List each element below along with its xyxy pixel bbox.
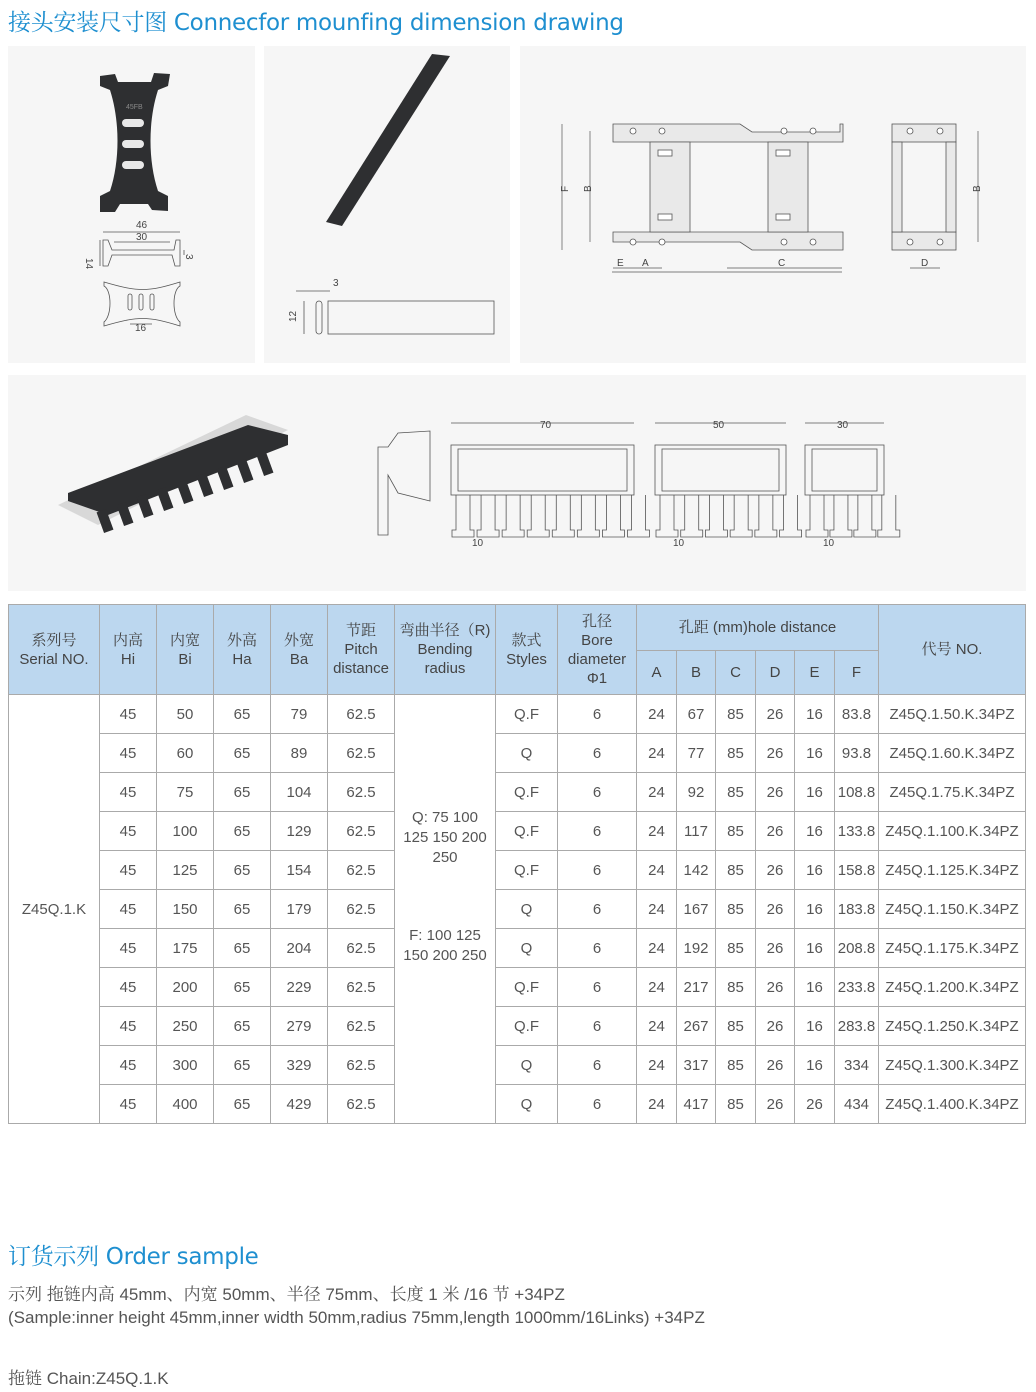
comb-tooth [780, 495, 802, 537]
table-row [9, 1046, 1026, 1085]
comb-tooth [730, 495, 752, 537]
label-F: F [560, 185, 571, 192]
order-line-cn: 示列 拖链内高 45mm、内宽 50mm、半径 75mm、长度 1 米 /16 节 +34PZ [8, 1285, 565, 1304]
drawing-panel-strain-relief [8, 375, 1026, 591]
cell-b: 317 [677, 1046, 716, 1085]
cell-ha: 65 [214, 812, 271, 851]
header-hole-f: F [835, 651, 879, 695]
spec-table [8, 604, 1026, 1124]
header-ba: 外宽 Ba [271, 605, 328, 695]
svg-text:45FB: 45FB [126, 104, 143, 111]
cell-bore: 6 [558, 1007, 637, 1046]
cell-ba: 179 [271, 890, 328, 929]
cell-e: 16 [795, 1007, 835, 1046]
cell-bi: 50 [157, 695, 214, 734]
cell-ba: 229 [271, 968, 328, 1007]
table-row [9, 695, 1026, 734]
cell-f: 158.8 [835, 851, 879, 890]
table-row [9, 890, 1026, 929]
header-bi: 内宽 Bi [157, 605, 214, 695]
cell-f: 133.8 [835, 812, 879, 851]
cell-bore: 6 [558, 851, 637, 890]
cell-e: 16 [795, 929, 835, 968]
cell-code: Z45Q.1.250.K.34PZ [879, 1007, 1026, 1046]
table-row [9, 851, 1026, 890]
cell-ha: 65 [214, 734, 271, 773]
header-bending-radius: 弯曲半径（R) Bending radius [395, 605, 496, 695]
cell-a: 24 [637, 851, 677, 890]
width-label-70: 70 [540, 420, 552, 431]
cell-d: 26 [756, 1085, 795, 1124]
cell-style: Q.F [496, 773, 558, 812]
cell-ha: 65 [214, 1007, 271, 1046]
header-serial: 系列号 Serial NO. [9, 605, 100, 695]
bending-radius-cell [395, 695, 496, 1124]
pitch-label-70: 10 [472, 538, 484, 549]
cell-a: 24 [637, 890, 677, 929]
cell-f: 83.8 [835, 695, 879, 734]
cell-b: 417 [677, 1085, 716, 1124]
label-C: C [778, 258, 786, 269]
cell-bore: 6 [558, 968, 637, 1007]
cell-style: Q [496, 1085, 558, 1124]
cell-ba: 89 [271, 734, 328, 773]
cell-bore: 6 [558, 929, 637, 968]
table-row [9, 929, 1026, 968]
table-row [9, 773, 1026, 812]
cell-hi: 45 [100, 851, 157, 890]
cell-code: Z45Q.1.100.K.34PZ [879, 812, 1026, 851]
separator-drawing [264, 46, 510, 363]
cell-ha: 65 [214, 929, 271, 968]
cell-b: 267 [677, 1007, 716, 1046]
header-code: 代号 NO. [879, 605, 1026, 695]
header-hole-distance: 孔距 (mm)hole distance [637, 605, 879, 651]
cell-style: Q [496, 734, 558, 773]
cell-ba: 154 [271, 851, 328, 890]
header-hole-a: A [637, 651, 677, 695]
cell-b: 77 [677, 734, 716, 773]
cell-ha: 65 [214, 1046, 271, 1085]
label-A: A [642, 258, 649, 269]
header-hole-b: B [677, 651, 716, 695]
cell-e: 16 [795, 851, 835, 890]
cell-a: 24 [637, 1007, 677, 1046]
cell-f: 283.8 [835, 1007, 879, 1046]
cell-code: Z45Q.1.60.K.34PZ [879, 734, 1026, 773]
cell-style: Q.F [496, 695, 558, 734]
drawing-panel-separator [264, 46, 510, 363]
cell-b: 217 [677, 968, 716, 1007]
width-label-50: 50 [713, 420, 725, 431]
cell-c: 85 [716, 1046, 756, 1085]
cell-hi: 45 [100, 812, 157, 851]
cell-bore: 6 [558, 1046, 637, 1085]
bending-q-line: Q: 75 100 [412, 809, 478, 826]
cell-bi: 175 [157, 929, 214, 968]
order-line-en: (Sample:inner height 45mm,inner width 50mm,radius 75mm,length 1000mm/16Links) +34PZ [8, 1308, 705, 1327]
cell-c: 85 [716, 890, 756, 929]
cell-c: 85 [716, 695, 756, 734]
cell-code: Z45Q.1.400.K.34PZ [879, 1085, 1026, 1124]
cell-hi: 45 [100, 890, 157, 929]
cell-e: 16 [795, 734, 835, 773]
cell-d: 26 [756, 890, 795, 929]
section-title-order: 订货示列 Order sample [8, 1244, 259, 1270]
comb-tooth [755, 495, 777, 537]
comb-tooth [627, 495, 649, 537]
cell-hi: 45 [100, 695, 157, 734]
table-row [9, 1085, 1026, 1124]
dim-height: 14 [83, 258, 94, 270]
comb-tooth [502, 495, 524, 537]
label-D: D [921, 258, 929, 269]
cell-c: 85 [716, 773, 756, 812]
cell-ha: 65 [214, 968, 271, 1007]
table-row [9, 734, 1026, 773]
cell-bi: 150 [157, 890, 214, 929]
cell-bore: 6 [558, 773, 637, 812]
cell-style: Q [496, 1046, 558, 1085]
cell-hi: 45 [100, 968, 157, 1007]
connector-plate-drawing [8, 46, 255, 363]
cell-bi: 75 [157, 773, 214, 812]
cell-b: 167 [677, 890, 716, 929]
cell-b: 67 [677, 695, 716, 734]
cell-c: 85 [716, 968, 756, 1007]
comb-tooth [527, 495, 549, 537]
cell-bi: 100 [157, 812, 214, 851]
cell-style: Q.F [496, 1007, 558, 1046]
comb-tooth [854, 495, 876, 537]
cell-a: 24 [637, 1085, 677, 1124]
cell-e: 16 [795, 968, 835, 1007]
cell-d: 26 [756, 968, 795, 1007]
comb-tooth [452, 495, 474, 537]
cell-pitch: 62.5 [328, 695, 395, 734]
table-row [9, 812, 1026, 851]
width-label-30: 30 [837, 420, 849, 431]
cell-code: Z45Q.1.150.K.34PZ [879, 890, 1026, 929]
cell-code: Z45Q.1.175.K.34PZ [879, 929, 1026, 968]
cell-style: Q.F [496, 851, 558, 890]
header-bore-diameter: 孔径 Bore diameter Φ1 [558, 605, 637, 695]
cell-bi: 250 [157, 1007, 214, 1046]
cell-c: 85 [716, 1085, 756, 1124]
cell-code: Z45Q.1.75.K.34PZ [879, 773, 1026, 812]
bending-f-line: 150 200 250 [403, 947, 487, 964]
header-pitch: 节距 Pitch distance [328, 605, 395, 695]
cell-bi: 300 [157, 1046, 214, 1085]
cell-ha: 65 [214, 890, 271, 929]
comb-tooth [830, 495, 852, 537]
cell-ba: 129 [271, 812, 328, 851]
connector-plate-photo [100, 73, 170, 212]
header-hole-e: E [795, 651, 835, 695]
cell-f: 208.8 [835, 929, 879, 968]
cell-pitch: 62.5 [328, 1085, 395, 1124]
label-B: B [583, 185, 594, 192]
header-ha: 外高 Ha [214, 605, 271, 695]
comb-tooth [656, 495, 678, 537]
comb-tooth [552, 495, 574, 537]
cell-d: 26 [756, 695, 795, 734]
cell-ha: 65 [214, 773, 271, 812]
section-title-mounting: 接头安装尺寸图 Connecfor mounfing dimension drawing [8, 10, 624, 36]
cell-pitch: 62.5 [328, 773, 395, 812]
dim-separator-thickness: 3 [333, 278, 339, 289]
label-E: E [617, 258, 624, 269]
drawing-panel-hole-distance [520, 46, 1026, 363]
cell-hi: 45 [100, 734, 157, 773]
cell-c: 85 [716, 812, 756, 851]
cell-hi: 45 [100, 929, 157, 968]
cell-e: 16 [795, 890, 835, 929]
cell-a: 24 [637, 968, 677, 1007]
cell-style: Q.F [496, 968, 558, 1007]
cell-code: Z45Q.1.125.K.34PZ [879, 851, 1026, 890]
cell-ba: 429 [271, 1085, 328, 1124]
dim-separator-height: 12 [288, 310, 299, 322]
cell-e: 16 [795, 695, 835, 734]
cell-c: 85 [716, 1007, 756, 1046]
cell-hi: 45 [100, 1007, 157, 1046]
cell-style: Q [496, 929, 558, 968]
comb-tooth [705, 495, 727, 537]
cell-ba: 104 [271, 773, 328, 812]
cell-b: 117 [677, 812, 716, 851]
connector-plate-section [100, 232, 184, 326]
cell-hi: 45 [100, 1085, 157, 1124]
cell-bi: 60 [157, 734, 214, 773]
serial-cell: Z45Q.1.K [9, 695, 100, 1124]
cell-bore: 6 [558, 812, 637, 851]
cell-style: Q.F [496, 812, 558, 851]
comb-tooth [477, 495, 499, 537]
bending-q-line: 250 [432, 849, 458, 866]
dim-inner-width: 30 [136, 232, 148, 243]
cell-pitch: 62.5 [328, 734, 395, 773]
separator-strip-photo [326, 54, 450, 226]
cell-bi: 200 [157, 968, 214, 1007]
cell-d: 26 [756, 1046, 795, 1085]
cell-ha: 65 [214, 1085, 271, 1124]
cell-a: 24 [637, 812, 677, 851]
cell-f: 93.8 [835, 734, 879, 773]
cell-a: 24 [637, 734, 677, 773]
cell-pitch: 62.5 [328, 812, 395, 851]
dim-overall-width: 46 [136, 220, 148, 231]
cell-c: 85 [716, 929, 756, 968]
cell-a: 24 [637, 929, 677, 968]
cell-a: 24 [637, 1046, 677, 1085]
bending-q-line: 125 150 200 [403, 829, 487, 846]
comb-tooth [681, 495, 703, 537]
drawing-panel-connector-plate [8, 46, 255, 363]
cell-ba: 204 [271, 929, 328, 968]
cell-d: 26 [756, 929, 795, 968]
cell-b: 192 [677, 929, 716, 968]
cell-d: 26 [756, 1007, 795, 1046]
cell-style: Q [496, 890, 558, 929]
order-chain: 拖链 Chain:Z45Q.1.K [8, 1369, 169, 1388]
cell-hi: 45 [100, 1046, 157, 1085]
cell-pitch: 62.5 [328, 1046, 395, 1085]
comb-tooth [577, 495, 599, 537]
cell-d: 26 [756, 851, 795, 890]
cell-ba: 279 [271, 1007, 328, 1046]
header-hole-d: D [756, 651, 795, 695]
cell-bore: 6 [558, 1085, 637, 1124]
label-B-side: B [972, 185, 983, 192]
strain-relief-drawing [8, 375, 1026, 591]
pitch-label-50: 10 [673, 538, 685, 549]
cell-bi: 125 [157, 851, 214, 890]
header-hi: 内高 Hi [100, 605, 157, 695]
hole-distance-drawing [520, 46, 1026, 363]
cell-e: 26 [795, 1085, 835, 1124]
cell-b: 142 [677, 851, 716, 890]
pitch-label-30: 10 [823, 538, 835, 549]
header-hole-c: C [716, 651, 756, 695]
cell-bore: 6 [558, 734, 637, 773]
cell-e: 16 [795, 1046, 835, 1085]
dim-thickness: 3 [183, 254, 194, 260]
cell-hi: 45 [100, 773, 157, 812]
cell-c: 85 [716, 851, 756, 890]
comb-tooth [602, 495, 624, 537]
cell-f: 334 [835, 1046, 879, 1085]
bending-f-line: F: 100 125 [409, 927, 481, 944]
cell-f: 434 [835, 1085, 879, 1124]
comb-strain-relief-photo [58, 415, 288, 533]
dim-slot-pitch: 16 [135, 323, 147, 334]
cell-pitch: 62.5 [328, 968, 395, 1007]
cell-e: 16 [795, 773, 835, 812]
cell-ha: 65 [214, 695, 271, 734]
cell-bi: 400 [157, 1085, 214, 1124]
cell-d: 26 [756, 812, 795, 851]
cell-a: 24 [637, 773, 677, 812]
cell-b: 92 [677, 773, 716, 812]
cell-pitch: 62.5 [328, 929, 395, 968]
table-row [9, 1007, 1026, 1046]
cell-code: Z45Q.1.200.K.34PZ [879, 968, 1026, 1007]
cell-bore: 6 [558, 890, 637, 929]
comb-tooth [878, 495, 900, 537]
cell-c: 85 [716, 734, 756, 773]
cell-ha: 65 [214, 851, 271, 890]
cell-ba: 329 [271, 1046, 328, 1085]
cell-pitch: 62.5 [328, 890, 395, 929]
cell-f: 183.8 [835, 890, 879, 929]
cell-d: 26 [756, 734, 795, 773]
cell-pitch: 62.5 [328, 1007, 395, 1046]
cell-pitch: 62.5 [328, 851, 395, 890]
cell-bore: 6 [558, 695, 637, 734]
cell-code: Z45Q.1.50.K.34PZ [879, 695, 1026, 734]
comb-teeth [452, 495, 900, 537]
cell-a: 24 [637, 695, 677, 734]
table-row [9, 968, 1026, 1007]
cell-code: Z45Q.1.300.K.34PZ [879, 1046, 1026, 1085]
cell-d: 26 [756, 773, 795, 812]
comb-tooth [806, 495, 828, 537]
cell-f: 233.8 [835, 968, 879, 1007]
cell-e: 16 [795, 812, 835, 851]
cell-f: 108.8 [835, 773, 879, 812]
header-styles: 款式 Styles [496, 605, 558, 695]
cell-ba: 79 [271, 695, 328, 734]
